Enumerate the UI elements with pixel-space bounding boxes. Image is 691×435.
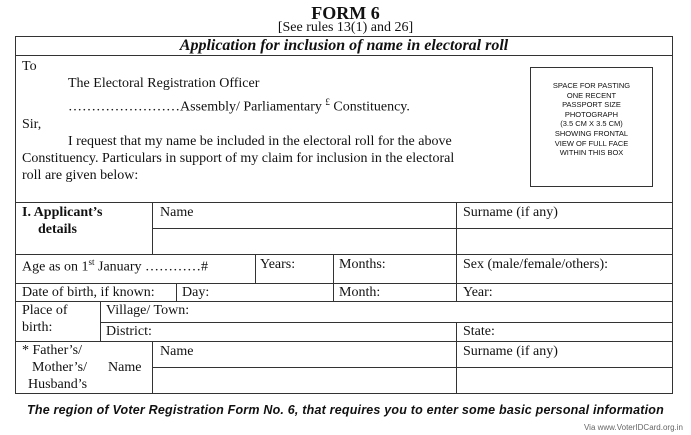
request-line-2: Constituency. Particulars in support of my claim for inclusion in the electoral — [22, 151, 455, 166]
village-town-field[interactable]: Village/ Town: — [106, 303, 190, 318]
constituency-prefix: ……………………Assembly/ Parliamentary — [68, 99, 322, 115]
table-rule — [255, 254, 256, 283]
dob-day-field[interactable]: Day: — [182, 285, 210, 300]
age-label-sup: st — [88, 257, 95, 267]
photo-instruction-line: ONE RECENT — [566, 90, 617, 100]
relative-label-3: Husband’s — [28, 377, 88, 392]
relative-surname-field[interactable] — [457, 368, 672, 393]
photo-instruction-line: WITHIN THIS BOX — [559, 148, 624, 158]
table-rule — [333, 254, 334, 283]
dob-month-field[interactable]: Month: — [339, 285, 381, 300]
dob-year-field[interactable]: Year: — [463, 285, 493, 300]
age-months-label[interactable]: Months: — [339, 257, 386, 272]
constituency-suffix: Constituency. — [333, 99, 410, 115]
letter-to: To — [22, 59, 37, 74]
relative-label-2: Mother’s/ — [32, 360, 87, 375]
letter-addressee: The Electoral Registration Officer — [68, 76, 260, 91]
form-rules: [See rules 13(1) and 26] — [277, 20, 414, 35]
form-title: FORM 6 — [311, 3, 380, 23]
footnote-mark: £ — [325, 97, 330, 107]
age-label-prefix: Age as on 1 — [22, 259, 89, 275]
dob-label: Date of birth, if known: — [22, 285, 155, 300]
district-field[interactable]: District: — [106, 324, 152, 339]
photo-instruction-line: PASSPORT SIZE — [562, 100, 621, 110]
sex-label[interactable]: Sex (male/female/others): — [463, 257, 608, 272]
applicant-surname-field[interactable] — [457, 229, 672, 253]
table-rule — [456, 254, 457, 283]
photo-instruction-line: PHOTOGRAPH — [564, 109, 619, 119]
photo-instruction-line: (3.5 CM X 3.5 CM) — [560, 119, 623, 129]
table-rule — [15, 341, 673, 342]
source-credit: Via www.VoterIDCard.org.in — [583, 423, 683, 432]
table-rule — [176, 283, 177, 301]
relative-surname-label: Surname (if any) — [463, 344, 558, 359]
photo-box[interactable] — [530, 67, 653, 187]
state-field[interactable]: State: — [463, 324, 495, 339]
table-rule — [15, 254, 673, 255]
request-line-1: I request that my name be included in the electoral roll for the above — [68, 134, 452, 149]
place-of-birth-label-2: birth: — [22, 320, 53, 335]
applicant-name-field[interactable] — [153, 229, 455, 253]
photo-instruction-line: VIEW OF FULL FACE — [554, 138, 629, 148]
age-label — [22, 257, 208, 276]
age-label-suffix: January …………# — [94, 259, 209, 275]
image-caption: The region of Voter Registration Form No. 6, that requires you to enter some basic personal information — [27, 403, 664, 417]
relative-label-name: Name — [108, 360, 142, 375]
table-rule — [100, 322, 673, 323]
section-applicant-label-2: details — [38, 222, 77, 237]
applicant-surname-label: Surname (if any) — [463, 205, 558, 220]
letter-salutation: Sir, — [22, 117, 42, 132]
relative-name-label: Name — [160, 344, 194, 359]
relative-label-1: * Father’s/ — [22, 343, 83, 358]
table-rule — [456, 283, 457, 301]
constituency-line — [68, 97, 410, 116]
place-of-birth-label: Place of — [22, 303, 68, 318]
table-rule — [15, 283, 673, 284]
section-applicant-label: I. Applicant’s — [22, 205, 103, 220]
table-rule — [100, 301, 101, 341]
table-rule — [15, 202, 673, 203]
table-rule — [333, 283, 334, 301]
form-heading: Application for inclusion of name in electoral roll — [15, 36, 673, 56]
table-rule — [456, 322, 457, 341]
request-line-3: roll are given below: — [22, 168, 139, 183]
table-rule — [15, 301, 673, 302]
photo-instruction-line: SPACE FOR PASTING — [552, 81, 631, 90]
age-years-label[interactable]: Years: — [260, 257, 296, 272]
relative-name-field[interactable] — [153, 368, 455, 393]
applicant-name-label: Name — [160, 205, 194, 220]
photo-instruction-line: SHOWING FRONTAL — [554, 128, 629, 138]
